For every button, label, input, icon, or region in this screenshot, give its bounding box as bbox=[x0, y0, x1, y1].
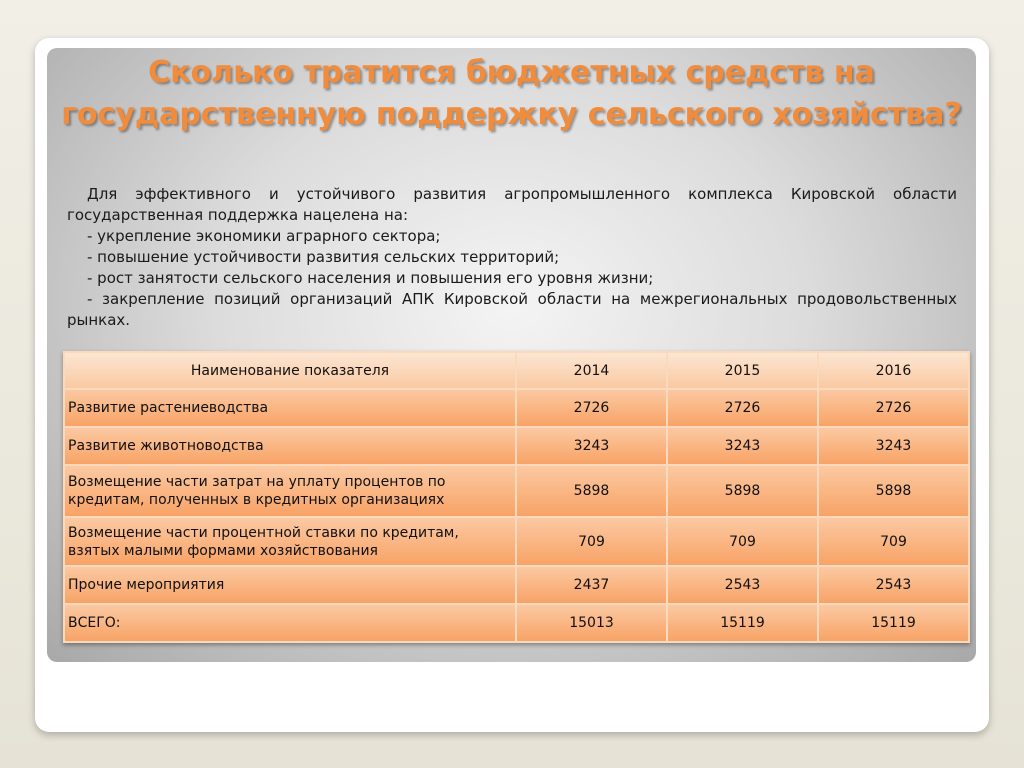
table-row bbox=[64, 427, 969, 465]
header-year-2014: 2014 bbox=[516, 352, 667, 389]
table-row bbox=[64, 465, 969, 517]
row-name: Прочие мероприятия bbox=[64, 566, 516, 604]
intro-bullet: - рост занятости сельского населения и повышения его уровня жизни; bbox=[87, 269, 654, 287]
row-value-2015: 2726 bbox=[667, 389, 818, 427]
row-value-2014: 709 bbox=[516, 517, 667, 566]
table-row bbox=[64, 389, 969, 427]
table-row bbox=[64, 517, 969, 566]
intro-bullet: - закрепление позиций организаций АПК Кировской области на межрегиональных продовольственных рынках. bbox=[67, 290, 957, 329]
row-name: Развитие животноводства bbox=[64, 427, 516, 465]
row-value-2015: 2543 bbox=[667, 566, 818, 604]
row-value-2015: 15119 bbox=[667, 604, 818, 642]
header-indicator-name: Наименование показателя bbox=[64, 352, 516, 389]
intro-bullet: - укрепление экономики аграрного сектора; bbox=[87, 227, 441, 245]
table-header-row bbox=[64, 352, 969, 389]
intro-bullet: - повышение устойчивости развития сельских территорий; bbox=[87, 248, 560, 266]
row-value-2014: 3243 bbox=[516, 427, 667, 465]
row-name: ВСЕГО: bbox=[64, 604, 516, 642]
intro-paragraph: Для эффективного и устойчивого развития агропромышленного комплекса Кировской области государственная поддержка нацелена на: bbox=[67, 185, 957, 224]
row-value-2016: 2726 bbox=[818, 389, 969, 427]
row-name: Возмещение части процентной ставки по кредитам, взятых малыми формами хозяйствования bbox=[64, 517, 516, 566]
header-year-2015: 2015 bbox=[667, 352, 818, 389]
header-year-2016: 2016 bbox=[818, 352, 969, 389]
row-name: Развитие растениеводства bbox=[64, 389, 516, 427]
row-name: Возмещение части затрат на уплату процентов по кредитам, полученных в кредитных организациях bbox=[64, 465, 516, 517]
row-value-2015: 5898 bbox=[667, 465, 818, 517]
row-value-2014: 2437 bbox=[516, 566, 667, 604]
row-value-2016: 3243 bbox=[818, 427, 969, 465]
row-value-2015: 709 bbox=[667, 517, 818, 566]
slide-title: Сколько тратится бюджетных средств на государственную поддержку сельского хозяйства? bbox=[61, 55, 962, 132]
row-value-2014: 15013 bbox=[516, 604, 667, 642]
row-value-2016: 15119 bbox=[818, 604, 969, 642]
table-row bbox=[64, 566, 969, 604]
row-value-2015: 3243 bbox=[667, 427, 818, 465]
row-value-2016: 2543 bbox=[818, 566, 969, 604]
row-value-2016: 709 bbox=[818, 517, 969, 566]
budget-table bbox=[63, 351, 970, 643]
row-value-2014: 2726 bbox=[516, 389, 667, 427]
intro-text bbox=[67, 184, 957, 331]
table-row-total bbox=[64, 604, 969, 642]
row-value-2014: 5898 bbox=[516, 465, 667, 517]
row-value-2016: 5898 bbox=[818, 465, 969, 517]
